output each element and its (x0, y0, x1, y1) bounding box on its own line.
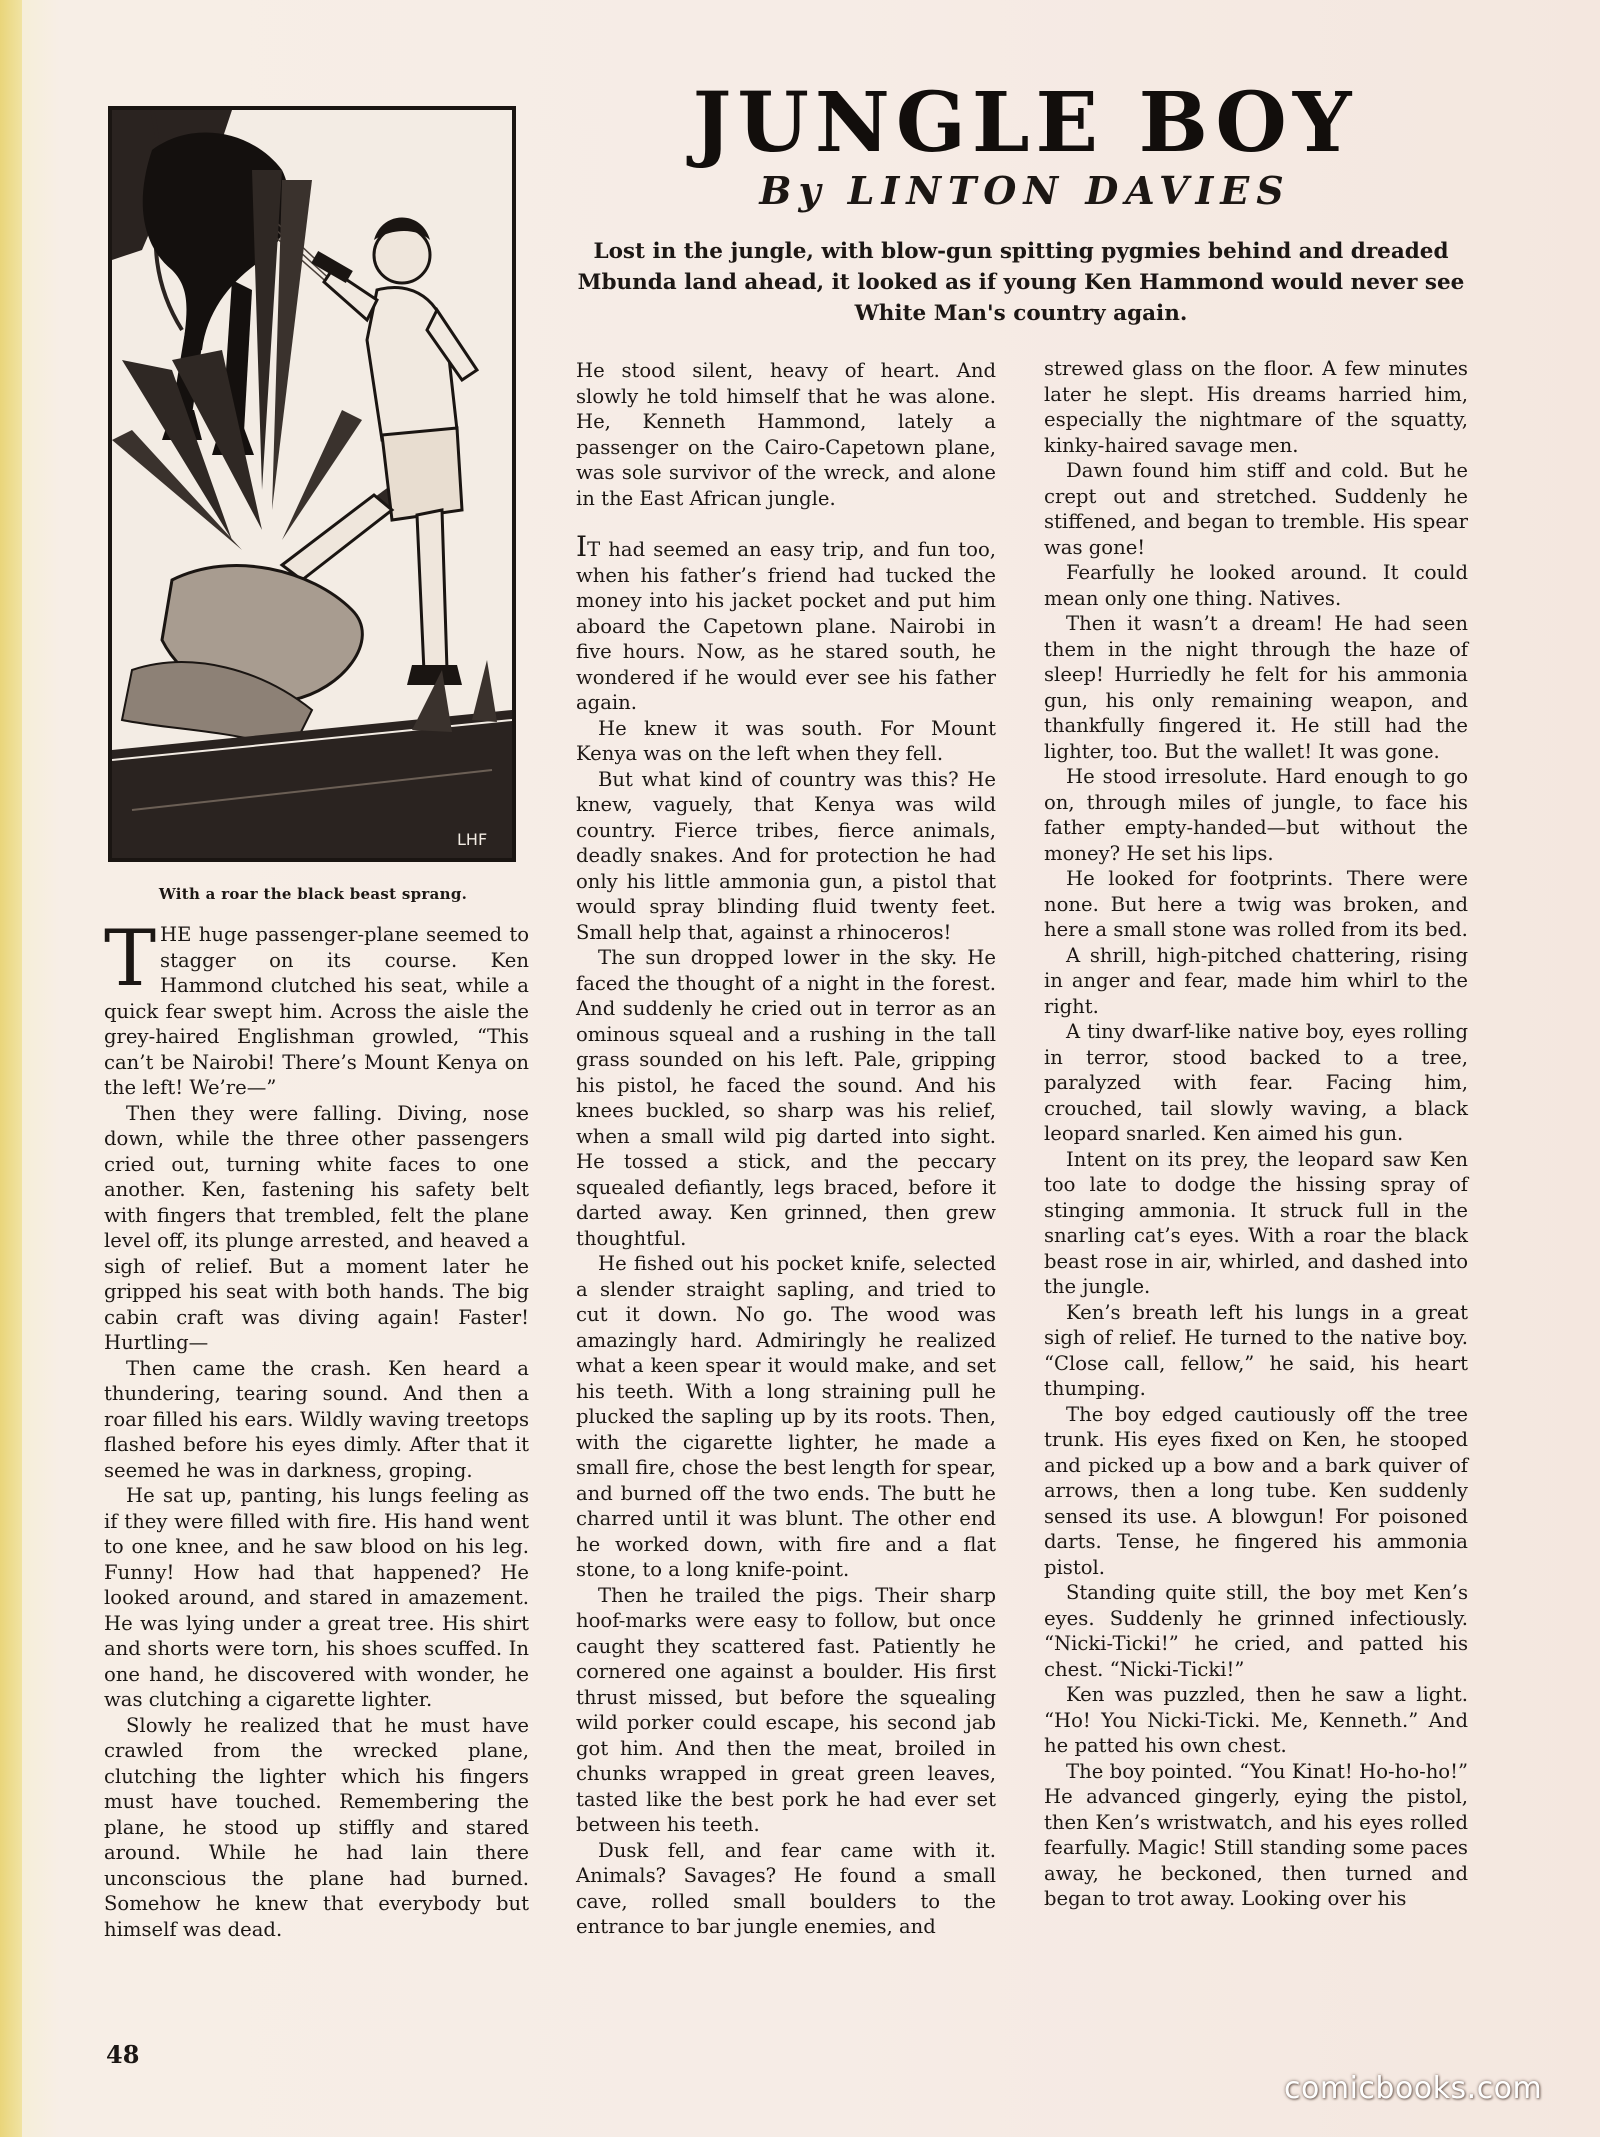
paragraph: Intent on its prey, the leopard saw Ken too late to dodge the hissing spray of stinging ammonia. It struck full in the snarling cat’s eyes. With a roar the black beast rose in air, whirled, and dashed into the jungle. (1044, 1147, 1468, 1298)
paragraph: But what kind of country was this? He knew, vaguely, that Kenya was wild country. Fierce tribes, fierce animals, deadly snakes. And for protection he had only his little ammonia gun, a pistol that would spray blinding fluid twenty feet. Small help that, against a rhinoceros! (576, 767, 996, 944)
paragraph: Ken was puzzled, then he saw a light. “Ho! You Nicki-Ticki. Me, Kenneth.” And he patted his own chest. (1044, 1683, 1468, 1757)
paragraph: He stood irresolute. Hard enough to go on, through miles of jungle, to face his father empty-handed—but without the money? He set his lips. (1044, 765, 1468, 865)
section-initial: I (576, 530, 588, 563)
byline: By LINTON DAVIES (759, 168, 1291, 213)
paragraph: He knew it was south. For Mount Kenya was on the left when they fell. (576, 716, 996, 765)
story-dek: Lost in the jungle, with blow-gun spitting pygmies behind and dreaded Mbunda land ahead, it looked as if young Ken Hammond would never see White Man's country again. (577, 239, 1465, 326)
leopard-attack-illustration (108, 106, 516, 862)
paragraph: Then it wasn’t a dream! He had seen them in the night through the haze of sleep! Hurriedly he felt for his ammonia gun, his only remaining weapon, and thankfully fingered it. He still had the lighter, too. But the wallet! It was gone. (1044, 612, 1468, 763)
paragraph: He fished out his pocket knife, selected a slender straight sapling, and tried to cut it down. No go. The wood was amazingly hard. Admiringly he realized what a keen spear it would make, and set his teeth. With a long straining pull he plucked the sapling up by its roots. Then, with the cigarette lighter, he made a small fire, chose the best length for spear, and burned off the two ends. The butt he charred until it was blunt. The other end he worked down, with fire and a flat stone, to a long knife-point. (576, 1252, 996, 1581)
watermark: comicbooks.com (1284, 2071, 1543, 2106)
paragraph-text: HE huge passenger-plane seemed to stagger on its course. Ken Hammond clutched his seat, while a quick fear swept him. Across the aisle the grey-haired Englishman growled, “This can’t be Nairobi! There’s Mount Kenya on the left! We’re—” (104, 923, 529, 1099)
column-3 (1044, 356, 1468, 1912)
paragraph (104, 914, 529, 1101)
paragraph: Slowly he realized that he must have crawled from the wrecked plane, clutching the lighter which his fingers must have touched. Remembering the plane, he stood up stiffly and stared around. While he had lain there unconscious the plane had burned. Somehow he knew that everybody but himself was dead. (104, 1713, 529, 1941)
illustration-caption: With a roar the black beast sprang. (158, 885, 468, 903)
paragraph: Ken’s breath left his lungs in a great sigh of relief. He turned to the native boy. “Close call, fellow,” he said, his heart thumping. (1044, 1300, 1468, 1400)
paragraph: strewed glass on the floor. A few minutes later he slept. His dreams harried him, especially the nightmare of the squatty, kinky-haired savage men. (1044, 357, 1468, 457)
paragraph: The boy edged cautiously off the tree trunk. His eyes fixed on Ken, he stooped and picked up a bow and a bark quiver of arrows, then a long tube. Ken suddenly sensed its use. A blowgun! For poisoned darts. Tense, he fingered his ammonia pistol. (1044, 1402, 1468, 1579)
paragraph-text: T had seemed an easy trip, and fun too, when his father’s friend had tucked the money into his jacket pocket and put him aboard the Capetown plane. Nairobi in five hours. Now, as he stared south, he wondered if he would ever see his father again. (576, 538, 996, 714)
paragraph: Dawn found him stiff and cold. But he crept out and stretched. Suddenly he stiffened, and began to tremble. His spear was gone! (1044, 459, 1468, 559)
paragraph: Then came the crash. Ken heard a thundering, tearing sound. And then a roar filled his ears. Wildly waving treetops flashed before his eyes dimly. After that it seemed he was in darkness, groping. (104, 1356, 529, 1482)
paragraph: He sat up, panting, his lungs feeling as if they were filled with fire. His hand went to one knee, and he saw blood on his leg. Funny! How had that happened? He looked around, and stared in amazement. He was lying under a great tree. His shirt and shorts were torn, his shoes scuffed. In one hand, he discovered with wonder, he was clutching a cigarette lighter. (104, 1484, 529, 1711)
paragraph: A tiny dwarf-like native boy, eyes rolling in terror, stood backed to a tree, paralyzed with fear. Facing him, crouched, tail slowly waving, a black leopard snarled. Ken aimed his gun. (1044, 1020, 1468, 1145)
paragraph: He looked for footprints. There were none. But here a twig was broken, and here a small stone was rolled from its bed. (1044, 867, 1468, 941)
artist-mark: LHF (457, 830, 488, 849)
paragraph: Then he trailed the pigs. Their sharp hoof-marks were easy to follow, but once caught they scattered fast. Patiently he cornered one against a boulder. His first thrust missed, but before the squealing wild porker could escape, his second jab got him. And then the meat, broiled in chunks wrapped in great green leaves, tasted like the best pork he had ever set between his teeth. (576, 1583, 996, 1836)
column-1 (104, 914, 529, 1942)
page-number: 48 (106, 2040, 140, 2069)
paragraph (576, 530, 996, 716)
paragraph: Fearfully he looked around. It could mean only one thing. Natives. (1044, 561, 1468, 610)
paragraph: A shrill, high-pitched chattering, rising in anger and fear, made him whirl to the right. (1044, 943, 1468, 1018)
paragraph: Then they were falling. Diving, nose down, while the three other passengers cried out, turning white faces to one another. Ken, fastening his safety belt with fingers that trembled, felt the plane level off, its plunge arrested, and heaved a sigh of relief. But a moment later he gripped his seat with both hands. The big cabin craft was diving again! Faster! Hurtling— (104, 1101, 529, 1354)
paragraph: He stood silent, heavy of heart. And slowly he told himself that he was alone. He, Kenneth Hammond, lately a passenger on the Cairo-Capetown plane, was sole survivor of the wreck, and alone in the East African jungle. (576, 359, 996, 510)
paragraph: Standing quite still, the boy met Ken’s eyes. Suddenly he grinned infectiously. “Nicki-Ticki!” he cried, and patted his chest. “Nicki-Ticki!” (1044, 1581, 1468, 1681)
page-edge (0, 0, 22, 2137)
story-title: JUNGLE BOY (692, 75, 1358, 171)
drop-cap: T (104, 914, 157, 1004)
illustration-drawing (112, 110, 512, 858)
paragraph: The sun dropped lower in the sky. He faced the thought of a night in the forest. And suddenly he cried out in terror as an ominous squeal and a rushing in the tall grass sounded on his left. Pale, gripping his pistol, he faced the sound. And his knees buckled, so sharp was his relief, when a small wild pig darted into sight. He tossed a stick, and the peccary squealed defiantly, legs braced, before it darted away. Ken grinned, then grew thoughtful. (576, 946, 996, 1250)
column-2 (576, 358, 996, 1940)
paragraph: Dusk fell, and fear came with it. Animals? Savages? He found a small cave, rolled small boulders to the entrance to bar jungle enemies, and (576, 1838, 996, 1938)
paragraph: The boy pointed. “You Kinat! Ho-ho-ho!” He advanced gingerly, eying the pistol, then Ken’s wristwatch, and his eyes rolled fearfully. Magic! Still standing some paces away, he beckoned, then turned and began to trot away. Looking over his (1044, 1759, 1468, 1910)
